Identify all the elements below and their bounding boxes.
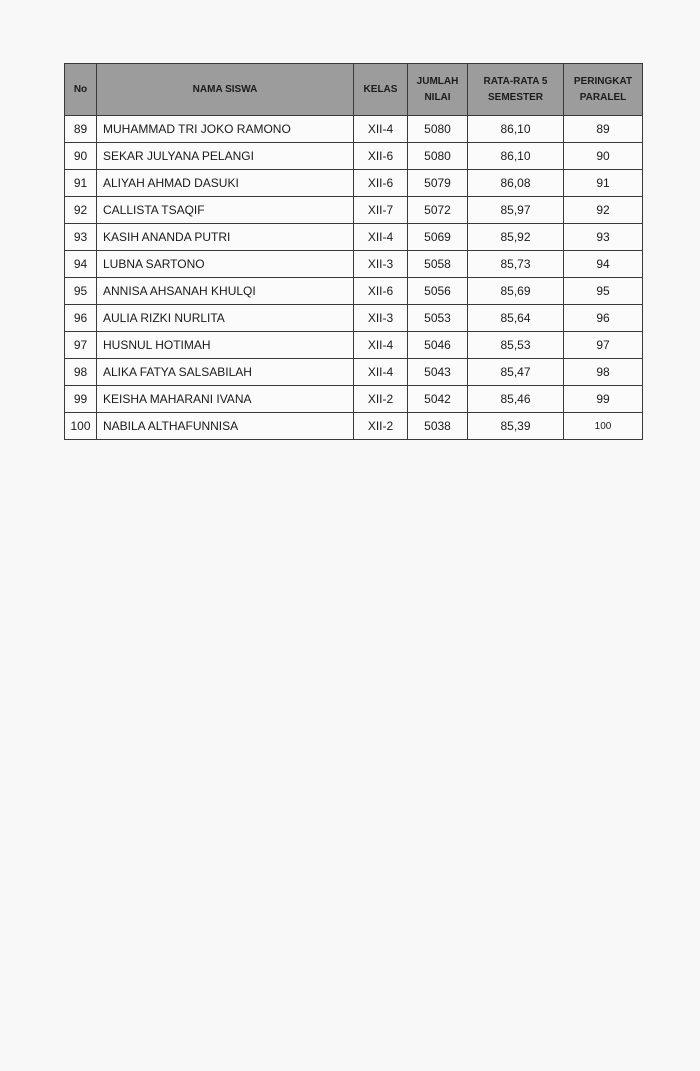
cell-nama: ALIKA FATYA SALSABILAH	[97, 359, 354, 386]
cell-kelas: XII-6	[354, 170, 408, 197]
cell-kelas: XII-4	[354, 224, 408, 251]
cell-kelas: XII-2	[354, 413, 408, 440]
cell-no: 100	[65, 413, 97, 440]
cell-kelas: XII-2	[354, 386, 408, 413]
cell-jumlah: 5069	[408, 224, 468, 251]
table-row	[65, 197, 643, 224]
header-peringkat-paralel	[564, 64, 643, 116]
table-row	[65, 359, 643, 386]
table-row	[65, 251, 643, 278]
table-row	[65, 386, 643, 413]
cell-rata: 85,46	[468, 386, 564, 413]
cell-rata: 85,53	[468, 332, 564, 359]
table-row	[65, 143, 643, 170]
cell-no: 93	[65, 224, 97, 251]
cell-nama: LUBNA SARTONO	[97, 251, 354, 278]
cell-rata: 86,10	[468, 116, 564, 143]
cell-rata: 85,92	[468, 224, 564, 251]
table-row	[65, 413, 643, 440]
cell-jumlah: 5046	[408, 332, 468, 359]
cell-no: 97	[65, 332, 97, 359]
cell-peringkat: 99	[564, 386, 643, 413]
cell-jumlah: 5080	[408, 143, 468, 170]
cell-peringkat: 90	[564, 143, 643, 170]
cell-no: 99	[65, 386, 97, 413]
header-rata-line1: RATA-RATA 5	[483, 75, 548, 87]
table-row	[65, 170, 643, 197]
ranking-table	[64, 63, 643, 440]
header-rata-rata	[468, 64, 564, 116]
cell-nama: KASIH ANANDA PUTRI	[97, 224, 354, 251]
cell-peringkat: 92	[564, 197, 643, 224]
table-row	[65, 224, 643, 251]
cell-peringkat: 100	[564, 413, 643, 440]
header-row	[65, 64, 643, 116]
cell-nama: SEKAR JULYANA PELANGI	[97, 143, 354, 170]
cell-nama: NABILA ALTHAFUNNISA	[97, 413, 354, 440]
header-nama-siswa: NAMA SISWA	[97, 64, 354, 116]
cell-kelas: XII-4	[354, 116, 408, 143]
cell-peringkat: 91	[564, 170, 643, 197]
header-jumlah-nilai	[408, 64, 468, 116]
cell-peringkat: 94	[564, 251, 643, 278]
cell-peringkat: 96	[564, 305, 643, 332]
cell-nama: MUHAMMAD TRI JOKO RAMONO	[97, 116, 354, 143]
table-row	[65, 332, 643, 359]
cell-peringkat: 97	[564, 332, 643, 359]
cell-jumlah: 5079	[408, 170, 468, 197]
cell-no: 95	[65, 278, 97, 305]
cell-no: 98	[65, 359, 97, 386]
cell-jumlah: 5053	[408, 305, 468, 332]
cell-nama: ANNISA AHSANAH KHULQI	[97, 278, 354, 305]
cell-rata: 85,69	[468, 278, 564, 305]
header-no: No	[65, 64, 97, 116]
header-jumlah-line2: NILAI	[424, 91, 451, 103]
cell-rata: 85,73	[468, 251, 564, 278]
cell-no: 89	[65, 116, 97, 143]
cell-rata: 86,10	[468, 143, 564, 170]
cell-jumlah: 5043	[408, 359, 468, 386]
cell-nama: KEISHA MAHARANI IVANA	[97, 386, 354, 413]
table-row	[65, 116, 643, 143]
cell-no: 90	[65, 143, 97, 170]
header-peringkat-line1: PERINGKAT	[573, 75, 633, 87]
table-header	[65, 64, 643, 116]
cell-jumlah: 5042	[408, 386, 468, 413]
cell-jumlah: 5058	[408, 251, 468, 278]
cell-kelas: XII-7	[354, 197, 408, 224]
cell-kelas: XII-3	[354, 305, 408, 332]
cell-rata: 85,97	[468, 197, 564, 224]
cell-rata: 86,08	[468, 170, 564, 197]
cell-peringkat: 89	[564, 116, 643, 143]
cell-nama: ALIYAH AHMAD DASUKI	[97, 170, 354, 197]
cell-jumlah: 5056	[408, 278, 468, 305]
cell-nama: HUSNUL HOTIMAH	[97, 332, 354, 359]
cell-kelas: XII-4	[354, 332, 408, 359]
cell-jumlah: 5072	[408, 197, 468, 224]
cell-kelas: XII-6	[354, 143, 408, 170]
cell-kelas: XII-3	[354, 251, 408, 278]
cell-kelas: XII-6	[354, 278, 408, 305]
cell-rata: 85,64	[468, 305, 564, 332]
cell-rata: 85,39	[468, 413, 564, 440]
table-body	[65, 116, 643, 440]
cell-no: 91	[65, 170, 97, 197]
cell-jumlah: 5038	[408, 413, 468, 440]
cell-peringkat: 93	[564, 224, 643, 251]
header-jumlah-line1: JUMLAH	[416, 75, 459, 87]
table-row	[65, 278, 643, 305]
header-rata-line2: SEMESTER	[487, 91, 543, 103]
cell-peringkat: 95	[564, 278, 643, 305]
cell-kelas: XII-4	[354, 359, 408, 386]
header-kelas: KELAS	[354, 64, 408, 116]
cell-no: 94	[65, 251, 97, 278]
cell-nama: CALLISTA TSAQIF	[97, 197, 354, 224]
cell-jumlah: 5080	[408, 116, 468, 143]
cell-rata: 85,47	[468, 359, 564, 386]
table-row	[65, 305, 643, 332]
header-peringkat-line2: PARALEL	[579, 91, 627, 103]
cell-no: 92	[65, 197, 97, 224]
cell-peringkat: 98	[564, 359, 643, 386]
cell-no: 96	[65, 305, 97, 332]
cell-nama: AULIA RIZKI NURLITA	[97, 305, 354, 332]
